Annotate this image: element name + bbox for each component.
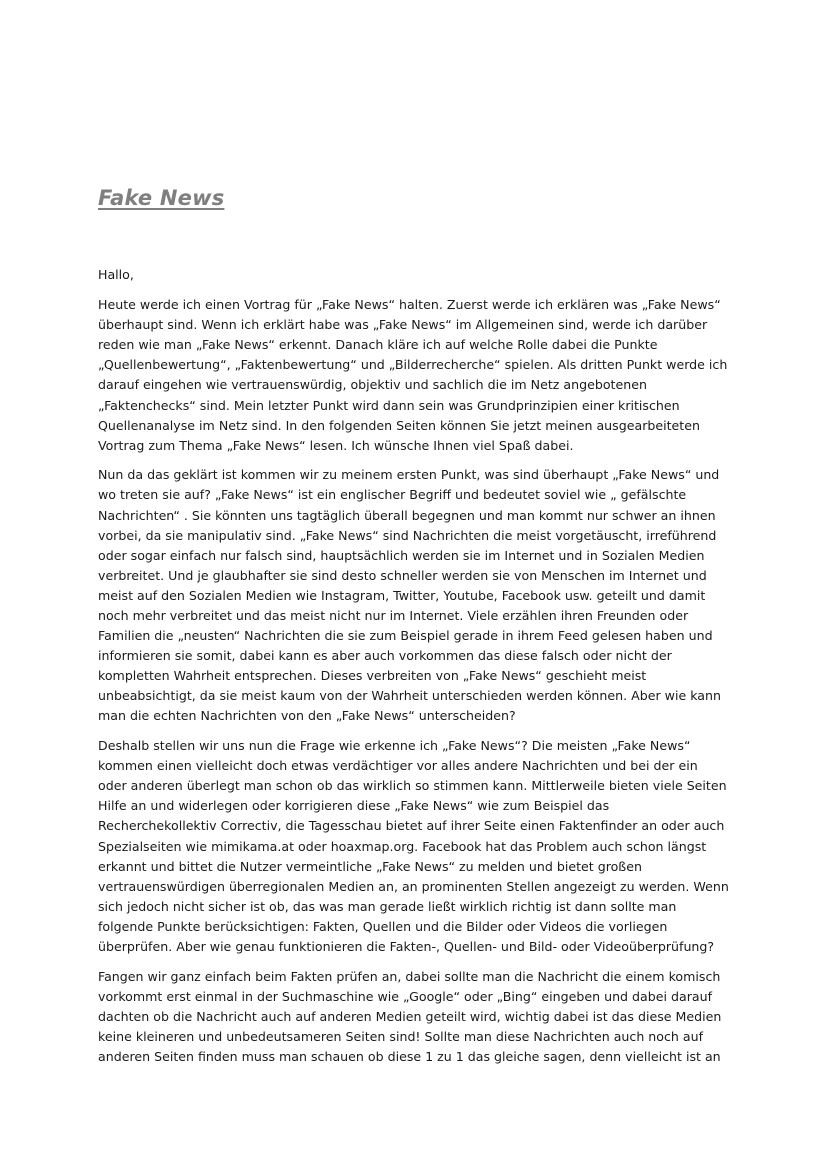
- paragraph-introduction: Heute werde ich einen Vortrag für „Fake News“ halten. Zuerst werde ich erklären was „Fake News“ überhaupt sind. Wenn ich erklärt habe was „Fake News“ im Allgemeinen sind, werde ich darüber reden wie man „Fake News“ erkennt. Danach kläre ich auf welche Rolle dabei die Punkte „Quellenbewertung“, „Faktenbewertung“ und „Bilderrecherche“ spielen. Als dritten Punkt werde ich darauf eingehen wie vertrauenswürdig, objektiv und sachlich die im Netz angebotenen „Faktenchecks“ sind. Mein letzter Punkt wird dann sein was Grundprinzipien einer kritischen Quellenanalyse im Netz sind. In den folgenden Seiten können Sie jetzt meinen ausgearbeiteten Vortrag zum Thema „Fake News“ lesen. Ich wünsche Ihnen viel Spaß dabei.: [98, 297, 728, 453]
- paragraph-recognizing-fake-news: Deshalb stellen wir uns nun die Frage wie erkenne ich „Fake News“? Die meisten „Fake News“ kommen einen vielleicht doch etwas verdächtiger vor alles andere Nachrichten und bei der ein oder anderen überlegt man schon ob das wirklich so stimmen kann. Mittlerweile bieten viele Seiten Hilfe an und widerlegen oder korrigieren diese „Fake News“ wie zum Beispiel das Recherchekollektiv Correctiv, die Tagesschau bietet auf ihrer Seite einen Faktenfinder an oder auch Spezialseiten wie mimikama.at oder hoaxmap.org. Facebook hat das Problem auch schon längst erkannt und bittet die Nutzer vermeintliche „Fake News“ zu melden und bietet großen vertrauenswürdigen überregionalen Medien an, an prominenten Stellen angezeigt zu werden. Wenn sich jedoch nicht sicher ist ob, das was man gerade ließt wirklich richtig ist dann sollte man folgende Punkte berücksichtigen: Fakten, Quellen und die Bilder oder Videos die vorliegen überprüfen. Aber wie genau funktionieren die Fakten-, Quellen- und Bild- oder Videoüberprüfung?: [98, 738, 729, 954]
- greeting: Hallo,: [98, 267, 134, 282]
- document-body: [98, 265, 738, 1067]
- paragraph-fact-checking: Fangen wir ganz einfach beim Fakten prüfen an, dabei sollte man die Nachricht die einem komisch vorkommt erst einmal in der Suchmaschine wie „Google“ oder „Bing“ eingeben und dabei darauf dachten ob die Nachricht auch auf anderen Medien geteilt wird, wichtig dabei ist das diese Medien keine kleineren und unbedeutsameren Seiten sind! Sollte man diese Nachrichten auch noch auf anderen Seiten finden muss man schauen ob diese 1 zu 1 das gleiche sagen, denn vielleicht ist an: [98, 968, 722, 1064]
- document-title: Fake News: [98, 186, 225, 210]
- paragraph-what-are-fake-news: Nun da das geklärt ist kommen wir zu meinem ersten Punkt, was sind überhaupt „Fake News“ und wo treten sie auf? „Fake News“ ist ein englischer Begriff und bedeutet soviel wie „ gefälschte Nachrichten“ . Sie könnten uns tagtäglich überall begegnen und man kommt nur schwer an ihnen vorbei, da sie manipulativ sind. „Fake News“ sind Nachrichten die meist vorgetäuscht, irreführend oder sogar einfach nur falsch sind, hauptsächlich werden sie im Internet und in Sozialen Medien verbreitet. Und je glaubhafter sie sind desto schneller werden sie von Menschen im Internet und meist auf den Sozialen Medien wie Instagram, Twitter, Youtube, Facebook usw. geteilt und damit noch mehr verbreitet und das meist nicht nur im Internet. Viele erzählen ihren Freunden oder Familien die „neusten“ Nachrichten die sie zum Beispiel gerade in ihrem Feed gelesen haben und informieren sie somit, dabei kann es aber auch vorkommen das diese falsch oder nicht der kompletten Wahrheit entsprechen. Dieses verbreiten von „Fake News“ geschieht meist unbeabsichtigt, da sie meist kaum von der Wahrheit unterschieden werden können. Aber wie kann man die echten Nachrichten von den „Fake News“ unterscheiden?: [98, 467, 721, 724]
